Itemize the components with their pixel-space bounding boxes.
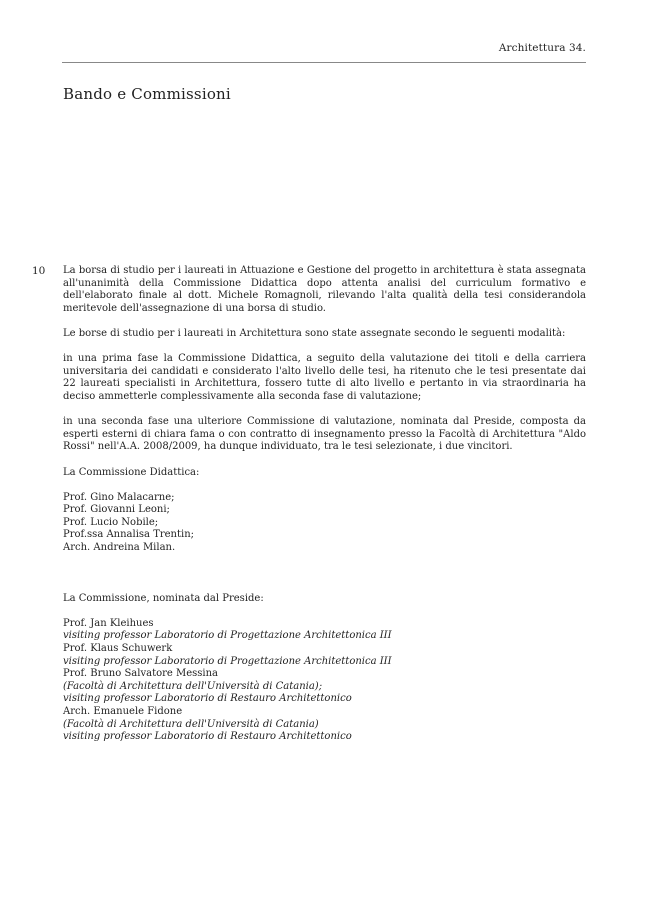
header-rule xyxy=(62,62,586,63)
list-item: Prof. Giovanni Leoni; xyxy=(63,504,170,516)
list-item: Prof. Klaus Schuwerk xyxy=(63,643,173,655)
list-item: Prof.ssa Annalisa Trentin; xyxy=(63,529,195,541)
spacer xyxy=(63,555,586,593)
list-item: visiting professor Laboratorio di Restauro Architettonico xyxy=(63,693,352,705)
didactic-commission-list xyxy=(63,492,586,555)
list-item: visiting professor Laboratorio di Progettazione Architettonica III xyxy=(63,630,392,642)
list-item: visiting professor Laboratorio di Progettazione Architettonica III xyxy=(63,655,392,667)
didactic-commission-heading: La Commissione Didattica: xyxy=(63,466,200,478)
running-head: Architettura 34. xyxy=(498,42,586,54)
preside-commission-heading: La Commissione, nominata dal Preside: xyxy=(63,592,264,604)
list-item: Prof. Bruno Salvatore Messina xyxy=(63,668,218,680)
page-number: 10 xyxy=(32,265,46,277)
list-item: (Facoltà di Architettura dell'Università di Catania); xyxy=(63,680,323,692)
paragraph: La borsa di studio per i laureati in Attuazione e Gestione del progetto in architettura è stata assegnata all'unanimità della Commissione Didattica dopo attenta analisi del curriculum formativo e dell'elaborato finale al dott. Michele Romagnoli, rilevando l'alta qualità della tesi considerandola meritevole dell'assegnazione di una borsa di studio. xyxy=(63,265,586,314)
body-text xyxy=(63,265,586,744)
list-item: (Facoltà di Architettura dell'Università di Catania) xyxy=(63,718,319,730)
list-item: visiting professor Laboratorio di Restauro Architettonico xyxy=(63,731,352,743)
paragraph: Le borse di studio per i laureati in Architettura sono state assegnate secondo le seguenti modalità: xyxy=(63,327,566,339)
list-item: Prof. Jan Kleihues xyxy=(63,617,154,629)
preside-commission-list xyxy=(63,618,586,744)
list-item: Prof. Gino Malacarne; xyxy=(63,491,175,503)
paragraph: in una prima fase la Commissione Didattica, a seguito della valutazione dei titoli e della carriera universitaria dei candidati e considerato l'alto livello delle tesi, ha ritenuto che le tesi presentate dai 22 laureati specialisti in Architettura, fossero tutte di alto livello e pertanto in via straordinaria ha deciso ammetterle complessivamente alla seconda fase di valutazione; xyxy=(63,353,586,402)
list-item: Arch. Andreina Milan. xyxy=(63,542,176,554)
list-item: Prof. Lucio Nobile; xyxy=(63,516,159,528)
paragraph: in una seconda fase una ulteriore Commissione di valutazione, nominata dal Preside, composta da esperti esterni di chiara fama o con contratto di insegnamento presso la Facoltà di Architettura "Aldo Rossi" nell'A.A. 2008/2009, ha dunque individuato, tra le tesi selezionate, i due vincitori. xyxy=(63,416,586,453)
section-title: Bando e Commissioni xyxy=(63,85,231,103)
list-item: Arch. Emanuele Fidone xyxy=(63,706,183,717)
